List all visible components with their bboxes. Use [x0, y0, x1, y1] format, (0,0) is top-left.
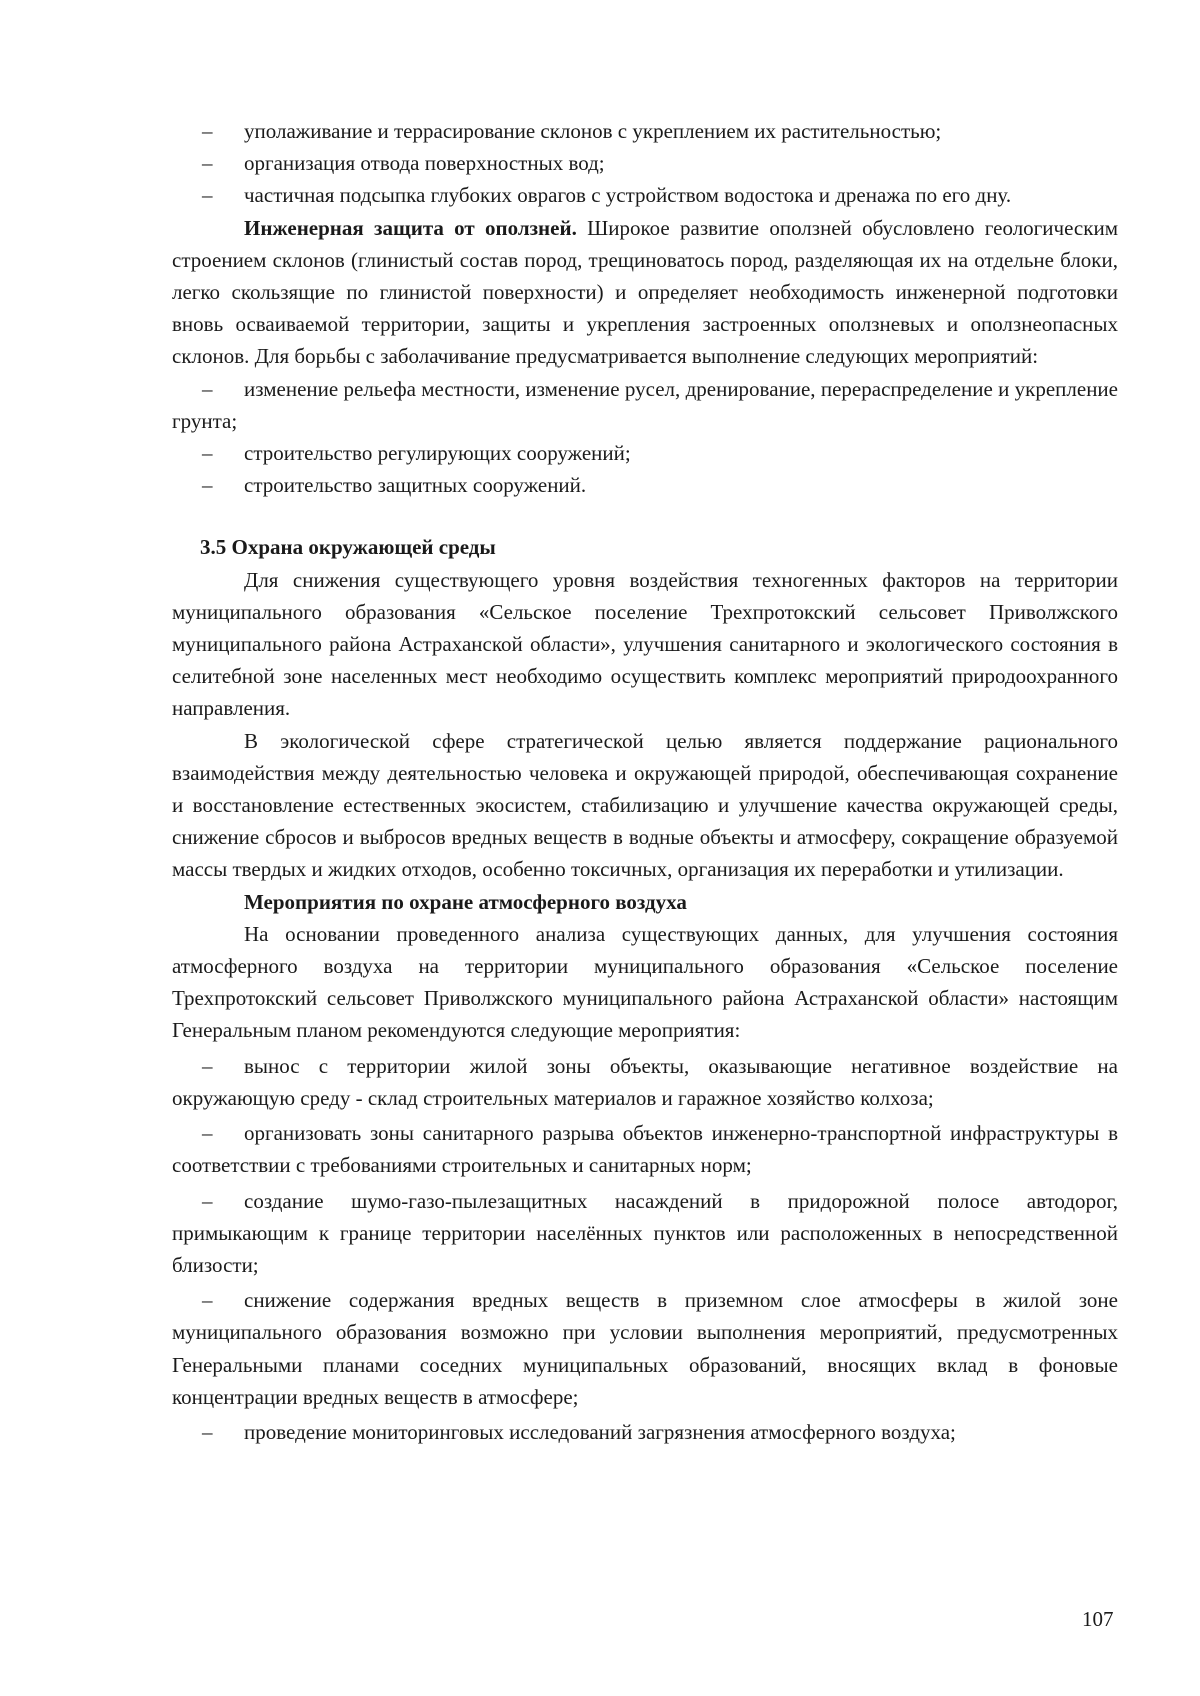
- list-item-text: проведение мониторинговых исследований загрязнения атмосферного воздуха;: [244, 1419, 956, 1444]
- list-item-text: вынос с территории жилой зоны объекты, оказывающие негативное воздействие на окружающую среду - склад строительных материалов и гаражное хозяйство колхоза;: [172, 1053, 1118, 1110]
- section-paragraph-1: Для снижения существующего уровня воздействия техногенных факторов на территории муниципального образования «Сельское поселение Трехпротокский сельсовет Приволжского муниципального района Астраханской области», улучшения санитарного и экологического состояния в селитебной зоне населенных мест необходимо осуществить комплекс мероприятий природоохранного направления.: [172, 567, 1118, 721]
- list-item-text: изменение рельефа местности, изменение русел, дренирование, перераспределение и укрепление грунта;: [172, 376, 1118, 433]
- dash-marker: –: [202, 183, 213, 208]
- list-item: [172, 469, 1118, 501]
- dash-marker: –: [202, 151, 213, 176]
- list-item: [172, 179, 1118, 211]
- landslide-text: Широкое развитие оползней обусловлено геологическим строением склонов (глинистый состав пород, трещиноватось пород, разделяющая их на отдельне блоки, легко скользящие по глинистой поверхности) и определяет необходимость инженерной подготовки вновь осваиваемой территории, защиты и укрепления застроенных оползневых и оползнеопасных склонов. Для борьбы с заболачивание предусматривается выполнение следующих мероприятий:: [172, 215, 1118, 369]
- dash-marker: –: [202, 376, 213, 401]
- list-item-text: организация отвода поверхностных вод;: [244, 151, 605, 176]
- page-number: 107: [1082, 1607, 1114, 1631]
- list-item: [172, 373, 1118, 437]
- dash-marker: –: [202, 1121, 213, 1146]
- subsection-heading: Мероприятия по охране атмосферного воздуха: [244, 889, 687, 914]
- list-item-text: строительство защитных сооружений.: [244, 473, 587, 498]
- list-item-text: создание шумо-газо-пылезащитных насаждений в придорожной полосе автодорог, примыкающим к границе территории населённых пунктов или расположенных в непосредственной близости;: [172, 1188, 1118, 1277]
- dash-marker: –: [202, 1053, 213, 1078]
- list-item: [172, 1185, 1118, 1282]
- dash-marker: –: [202, 473, 213, 498]
- section-paragraph-2: В экологической сфере стратегической целью является поддержание рационального взаимодействия между деятельностью человека и окружающей природой, обеспечивающая сохранение и восстановление естественных экосистем, стабилизацию и улучшение качества окружающей среды, снижение сбросов и выбросов вредных веществ в водные объекты и атмосферу, сокращение образуемой массы твердых и жидких отходов, особенно токсичных, организация их переработки и утилизации.: [172, 728, 1118, 882]
- landslide-paragraph: [172, 212, 1118, 373]
- list-item: [172, 115, 1118, 147]
- document-page: [172, 115, 1118, 1448]
- list-item-text: снижение содержания вредных веществ в приземном слое атмосферы в жилой зоне муниципального образования возможно при условии выполнения мероприятий, предусмотренных Генеральными планами соседних муниципальных образований, вносящих вклад в фоновые концентрации вредных веществ в атмосфере;: [172, 1288, 1118, 1409]
- dash-marker: –: [202, 1188, 213, 1213]
- dash-marker: –: [202, 441, 213, 466]
- list-item-text: уполаживание и террасирование склонов с укреплением их растительностью;: [244, 119, 942, 143]
- list-item: [172, 1416, 1118, 1448]
- dash-marker: –: [202, 1288, 213, 1313]
- section-heading: 3.5 Охрана окружающей среды: [200, 535, 496, 560]
- list-item: [172, 437, 1118, 469]
- dash-marker: –: [202, 119, 213, 143]
- list-item-text: организовать зоны санитарного разрыва объектов инженерно-транспортной инфраструктуры в соответствии с требованиями строительных и санитарных норм;: [172, 1121, 1118, 1178]
- list-item: [172, 1050, 1118, 1114]
- list-item: [172, 1117, 1118, 1181]
- dash-marker: –: [202, 1419, 213, 1444]
- section-paragraph-3: На основании проведенного анализа существующих данных, для улучшения состояния атмосферного воздуха на территории муниципального образования «Сельское поселение Трехпротокский сельсовет Приволжского муниципального района Астраханской области» настоящим Генеральным планом рекомендуются следующие мероприятия:: [172, 921, 1118, 1043]
- list-item: [172, 1284, 1118, 1413]
- list-item-text: строительство регулирующих сооружений;: [244, 441, 631, 466]
- list-item-text: частичная подсыпка глубоких оврагов с устройством водостока и дренажа по его дну.: [244, 183, 1012, 208]
- list-item: [172, 147, 1118, 179]
- landslide-title: Инженерная защита от оползней.: [244, 215, 577, 240]
- spacer: [172, 501, 1118, 531]
